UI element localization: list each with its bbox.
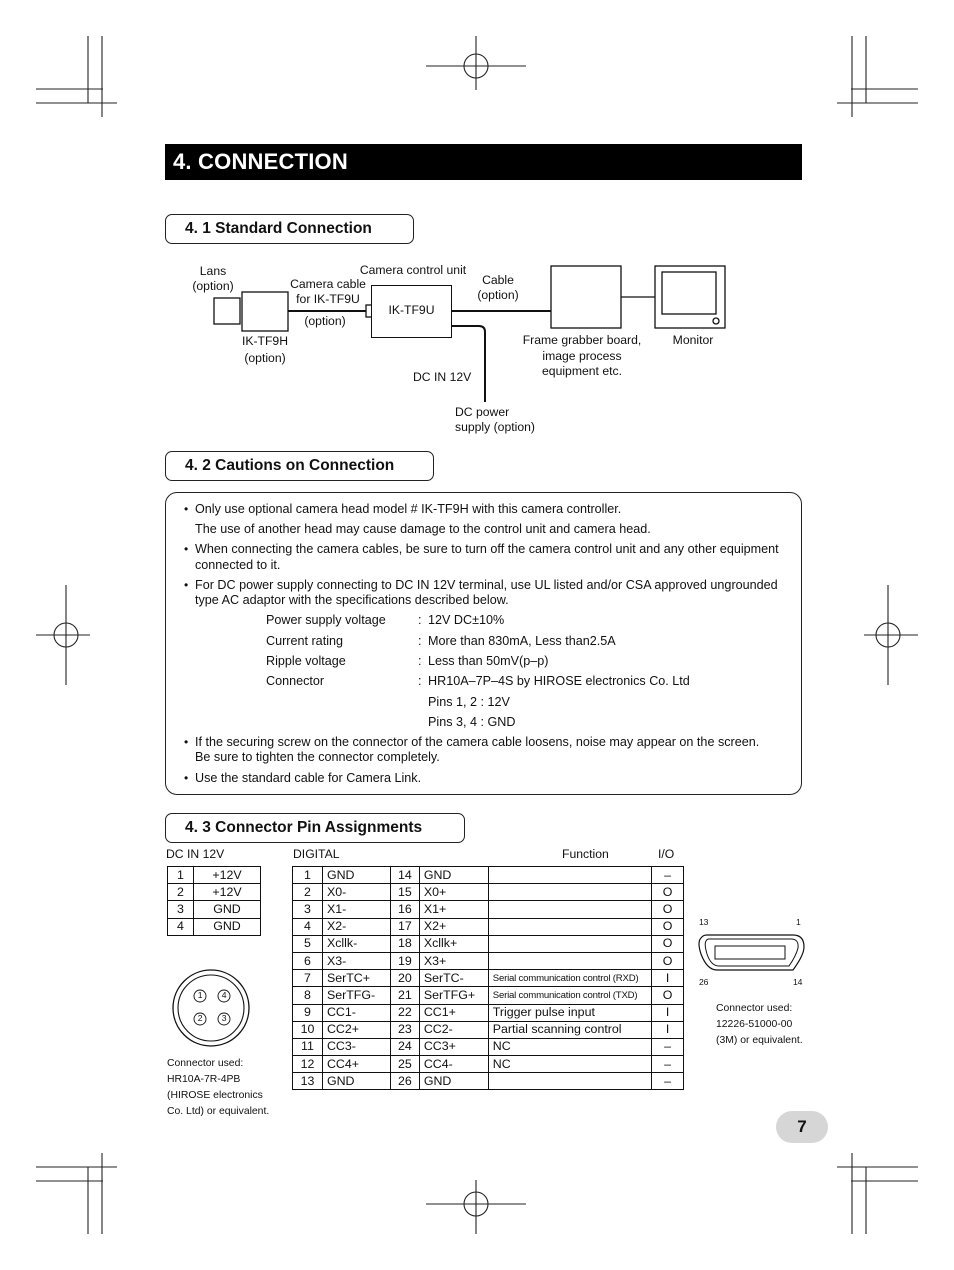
pin-number: 13: [293, 1073, 323, 1090]
pin-function: [488, 1073, 651, 1090]
pin-number: 12: [293, 1056, 323, 1073]
spec-colon: :: [418, 613, 422, 627]
pin-number: 14: [390, 867, 419, 884]
camera-head-label: IK-TF9H: [241, 334, 289, 348]
spec-value: 12V DC±10%: [428, 613, 505, 627]
round-pin-label: 2: [197, 1013, 203, 1023]
pin-number: 20: [390, 970, 419, 987]
spec-label: Power supply voltage: [266, 613, 386, 627]
caution-text: Be sure to tighten the connector completely.: [195, 750, 440, 764]
page-number: 7: [776, 1111, 828, 1143]
lens-option-label: (option): [192, 279, 234, 293]
pin-io: –: [652, 1038, 684, 1055]
pin-signal: GND: [194, 901, 261, 918]
dc-cable-line: [452, 326, 485, 402]
spec-label: Ripple voltage: [266, 654, 346, 668]
pin-signal: CC2+: [322, 1021, 390, 1038]
pin-signal: GND: [322, 1073, 390, 1090]
bullet: •: [184, 735, 189, 749]
cable-label: Cable: [482, 273, 514, 287]
mdr-connector-note: (3M) or equivalent.: [716, 1035, 803, 1046]
pin-signal: X2-: [322, 918, 390, 935]
pin-function: [488, 952, 651, 969]
pin-number: 21: [390, 987, 419, 1004]
grabber-label-3: equipment etc.: [542, 364, 622, 378]
pin-number: 2: [293, 884, 323, 901]
mdr-connector-icon: [695, 930, 810, 980]
pin-signal: X2+: [419, 918, 488, 935]
section-heading-pin-assignments: 4. 3 Connector Pin Assignments: [165, 813, 465, 843]
pin-function: Trigger pulse input: [488, 1004, 651, 1021]
pin-number: 2: [168, 884, 194, 901]
pin-number: 16: [390, 901, 419, 918]
round-pin-label: 4: [221, 990, 227, 1000]
pin-io: O: [652, 884, 684, 901]
dc-power-option-label: supply (option): [455, 420, 535, 434]
mdr-pin-label: 26: [699, 977, 709, 987]
pin-io: O: [652, 918, 684, 935]
pin-number: 5: [293, 935, 323, 952]
mdr-connector-note: Connector used:: [716, 1003, 793, 1014]
pin-signal: X3-: [322, 952, 390, 969]
pin-io: O: [652, 901, 684, 918]
pin-number: 4: [293, 918, 323, 935]
chapter-title: 4. CONNECTION: [165, 144, 802, 180]
lens-shape: [214, 298, 240, 324]
table-row: [168, 901, 261, 918]
table-row: [168, 918, 261, 935]
pin-number: 17: [390, 918, 419, 935]
pin-function: Serial communication control (RXD): [488, 970, 651, 987]
pin-signal: +12V: [194, 867, 261, 884]
table-row: [293, 1021, 684, 1038]
pin-signal: CC1-: [322, 1004, 390, 1021]
dc-pin-table: [167, 866, 261, 936]
round-pin-label: 3: [221, 1013, 227, 1023]
pin-io: O: [652, 952, 684, 969]
pin-number: 24: [390, 1038, 419, 1055]
round-pin-label: 1: [197, 990, 203, 1000]
caution-text: If the securing screw on the connector of the camera cable loosens, noise may appear on the screen.: [195, 735, 760, 749]
caution-text: The use of another head may cause damage to the control unit and camera head.: [195, 522, 651, 536]
caution-text: Use the standard cable for Camera Link.: [195, 771, 422, 785]
pin-io: –: [652, 867, 684, 884]
pin-signal: X1+: [419, 901, 488, 918]
pin-signal: Xcllk-: [322, 935, 390, 952]
camera-cable-label: Camera cable: [290, 277, 366, 291]
bullet: •: [184, 771, 189, 785]
pin-signal: GND: [194, 918, 261, 935]
pin-number: 6: [293, 952, 323, 969]
dc-connector-note: (HIROSE electronics: [167, 1090, 263, 1101]
pin-io: –: [652, 1073, 684, 1090]
mdr-connector-note: 12226-51000-00: [716, 1019, 793, 1030]
pin-signal: X1-: [322, 901, 390, 918]
pin-function: [488, 901, 651, 918]
pin-function: Serial communication control (TXD): [488, 987, 651, 1004]
table-row: [168, 884, 261, 901]
pin-number: 8: [293, 987, 323, 1004]
pin-signal: SerTFG-: [322, 987, 390, 1004]
table-row: [293, 952, 684, 969]
pin-signal: SerTC+: [322, 970, 390, 987]
table-row: [293, 1056, 684, 1073]
pin-signal: X3+: [419, 952, 488, 969]
pin-number: 7: [293, 970, 323, 987]
table-row: [293, 987, 684, 1004]
spec-label: Connector: [266, 674, 325, 688]
pin-signal: SerTC-: [419, 970, 488, 987]
bullet: •: [184, 578, 189, 592]
pin-signal: GND: [419, 1073, 488, 1090]
grabber-label: Frame grabber board,: [522, 333, 642, 347]
spec-label: Current rating: [266, 634, 343, 648]
cable-option-label: (option): [477, 288, 519, 302]
pin-function: [488, 867, 651, 884]
pin-signal: X0+: [419, 884, 488, 901]
camera-cable-model-label: for IK-TF9U: [296, 292, 360, 306]
pin-signal: +12V: [194, 884, 261, 901]
table-row: [293, 901, 684, 918]
pin-io: I: [652, 1021, 684, 1038]
table-row: [293, 1004, 684, 1021]
caution-text: When connecting the camera cables, be sure to turn off the camera control unit and any other equipment: [195, 542, 779, 556]
table-row: [293, 1073, 684, 1090]
round-connector-icon: [168, 966, 258, 1050]
table-row: [168, 867, 261, 884]
spec-value: Less than 50mV(p–p): [428, 654, 549, 668]
pin-number: 18: [390, 935, 419, 952]
pin-signal: CC1+: [419, 1004, 488, 1021]
pin-function: NC: [488, 1038, 651, 1055]
camera-cable-option-label: (option): [304, 314, 346, 328]
caution-text: For DC power supply connecting to DC IN 12V terminal, use UL listed and/or CSA approved ungrounded: [195, 578, 778, 592]
bullet: •: [184, 502, 189, 516]
digital-pin-table: [292, 866, 684, 1090]
pin-io: –: [652, 1056, 684, 1073]
pin-io: I: [652, 1004, 684, 1021]
pin-signal: GND: [322, 867, 390, 884]
pin-number: 3: [168, 901, 194, 918]
bullet: •: [184, 542, 189, 556]
pin-function: [488, 935, 651, 952]
connection-diagram: [0, 0, 954, 460]
digital-table-title: DIGITAL: [293, 847, 340, 861]
function-header: Function: [562, 847, 609, 861]
table-row: [293, 884, 684, 901]
ccu-box-label: IK-TF9U: [388, 303, 435, 317]
grabber-label-2: image process: [542, 349, 622, 363]
spec-colon: :: [418, 674, 422, 688]
mdr-pin-label: 13: [699, 917, 709, 927]
dc-connector-note: HR10A-7R-4PB: [167, 1074, 241, 1085]
camera-head-option-label: (option): [244, 351, 286, 365]
monitor-label: Monitor: [672, 333, 714, 347]
pin-signal: CC3-: [322, 1038, 390, 1055]
pin-number: 26: [390, 1073, 419, 1090]
spec-colon: :: [418, 654, 422, 668]
pin-number: 11: [293, 1038, 323, 1055]
table-row: [293, 1038, 684, 1055]
spec-colon: :: [418, 634, 422, 648]
frame-grabber-shape: [551, 266, 621, 328]
caution-text: type AC adaptor with the specifications described below.: [195, 593, 509, 607]
table-row: [293, 867, 684, 884]
pin-number: 4: [168, 918, 194, 935]
pin-function: NC: [488, 1056, 651, 1073]
pin-function: [488, 884, 651, 901]
pin-signal: X0-: [322, 884, 390, 901]
pin-function: [488, 918, 651, 935]
pin-signal: Xcllk+: [419, 935, 488, 952]
pin-signal: GND: [419, 867, 488, 884]
pin-signal: CC3+: [419, 1038, 488, 1055]
pin-io: O: [652, 987, 684, 1004]
table-row: [293, 935, 684, 952]
caution-text: connected to it.: [195, 558, 281, 572]
pin-number: 9: [293, 1004, 323, 1021]
pin-number: 23: [390, 1021, 419, 1038]
lens-label: Lans: [199, 264, 227, 278]
section-heading-standard-connection: 4. 1 Standard Connection: [165, 214, 414, 244]
table-row: [293, 970, 684, 987]
pin-number: 15: [390, 884, 419, 901]
dc-power-label: DC power: [455, 405, 510, 419]
spec-pins-34: Pins 3, 4 : GND: [428, 715, 516, 729]
pin-number: 19: [390, 952, 419, 969]
pin-number: 3: [293, 901, 323, 918]
dc-connector-note: Connector used:: [167, 1058, 244, 1069]
pin-number: 25: [390, 1056, 419, 1073]
io-header: I/O: [658, 847, 675, 861]
spec-value: More than 830mA, Less than2.5A: [428, 634, 616, 648]
pin-function: Partial scanning control: [488, 1021, 651, 1038]
dc-in-label: DC IN 12V: [413, 370, 472, 384]
section-heading-cautions: 4. 2 Cautions on Connection: [165, 451, 434, 481]
table-row: [293, 918, 684, 935]
pin-signal: CC2-: [419, 1021, 488, 1038]
spec-pins-12: Pins 1, 2 : 12V: [428, 695, 510, 709]
caution-text: Only use optional camera head model # IK-TF9H with this camera controller.: [195, 502, 622, 516]
mdr-pin-label: 1: [796, 917, 801, 927]
spec-value: HR10A–7P–4S by HIROSE electronics Co. Ltd: [428, 674, 690, 688]
pin-number: 1: [293, 867, 323, 884]
pin-signal: SerTFG+: [419, 987, 488, 1004]
pin-number: 1: [168, 867, 194, 884]
ccu-label: Camera control unit: [359, 263, 467, 277]
pin-number: 22: [390, 1004, 419, 1021]
pin-io: I: [652, 970, 684, 987]
dc-connector-note: Co. Ltd) or equivalent.: [167, 1106, 270, 1117]
pin-signal: CC4-: [419, 1056, 488, 1073]
pin-number: 10: [293, 1021, 323, 1038]
ccu-box: [371, 285, 452, 338]
dc-table-title: DC IN 12V: [166, 847, 225, 861]
pin-signal: CC4+: [322, 1056, 390, 1073]
mdr-pin-label: 14: [793, 977, 803, 987]
pin-io: O: [652, 935, 684, 952]
